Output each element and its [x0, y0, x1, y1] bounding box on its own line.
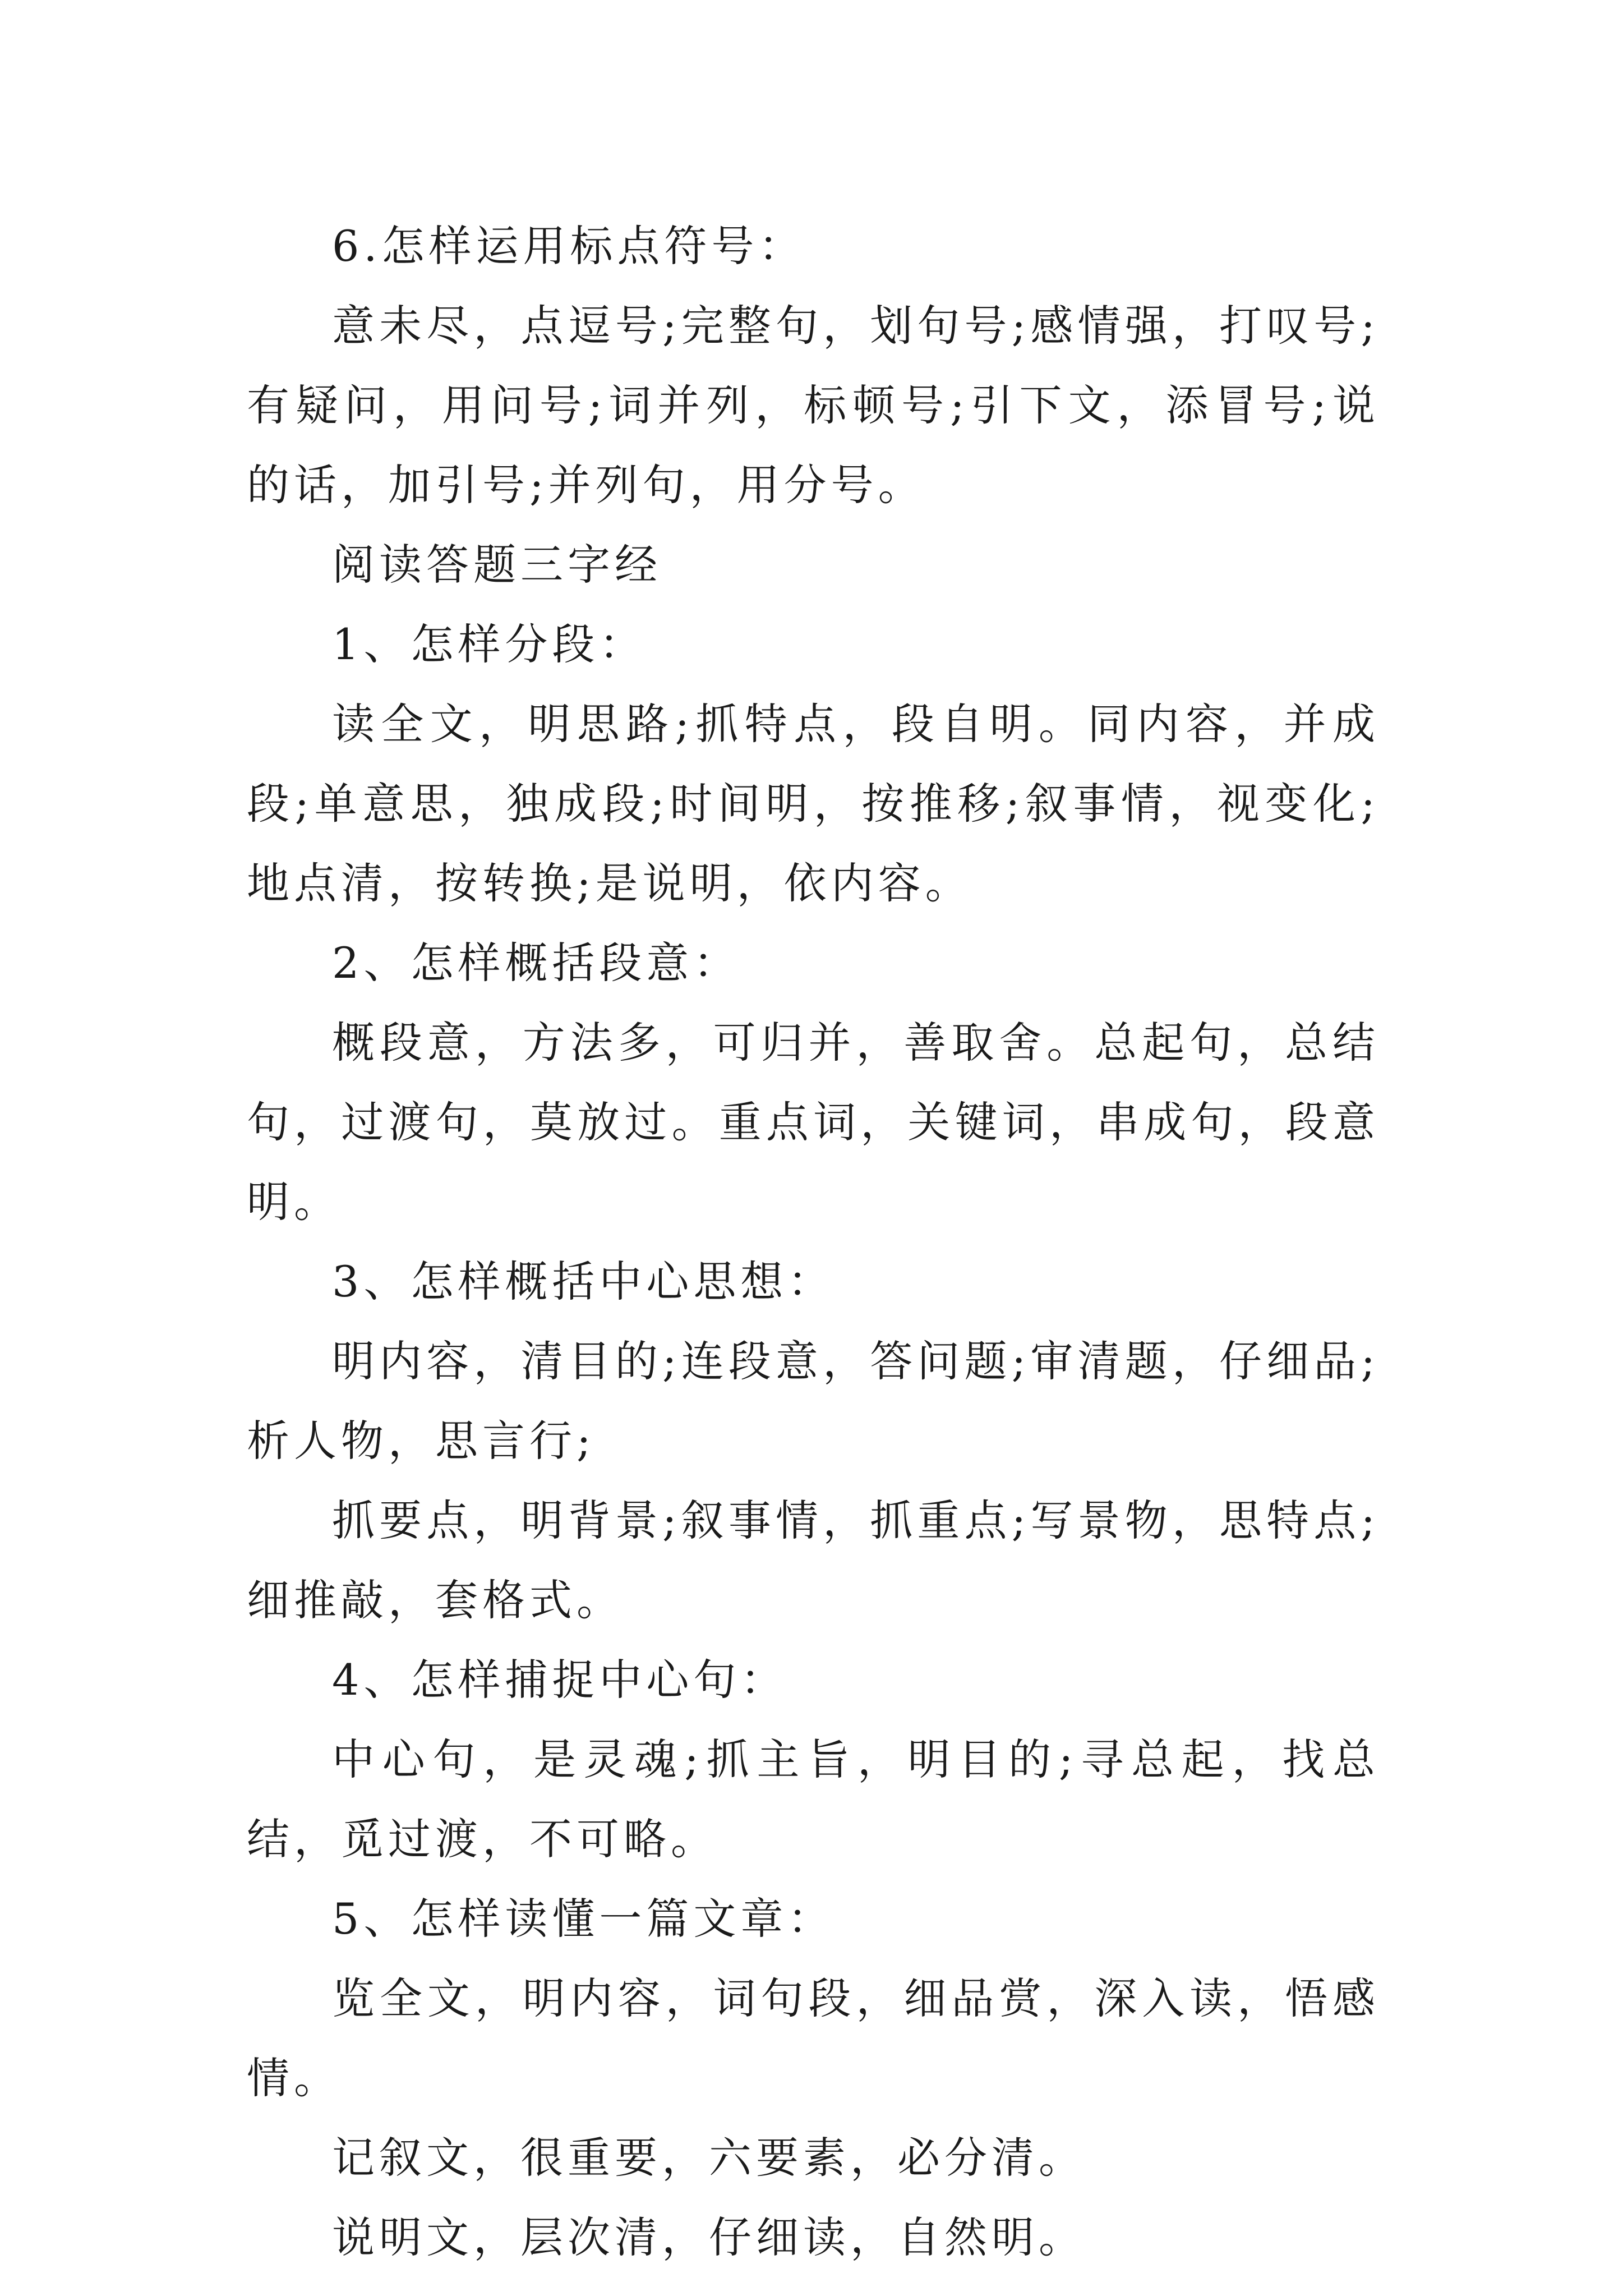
heading-summarize-central-idea: 3、怎样概括中心思想： [332, 1257, 835, 1306]
heading-summarize-paragraph-meaning: 2、怎样概括段意： [332, 938, 741, 988]
document-body [247, 206, 1380, 2277]
paragraph-punctuation-rules: 意未尽，点逗号;完整句，划句号;感情强，打叹号;有疑问，用问号;词并列，标顿号;引下文，添冒号;说的话，加引号;并列句，用分号。 [247, 301, 1380, 510]
paragraph-narrative-rules: 记叙文，很重要，六要素，必分清。 [332, 2133, 1086, 2183]
paragraph-summarize-rules: 概段意，方法多，可归并，善取舍。总起句，总结句，过渡句，莫放过。重点词，关键词，串成句，段意明。 [247, 1018, 1380, 1227]
paragraph-expository-rules: 说明文，层次清，仔细读，自然明。 [332, 2212, 1086, 2262]
heading-how-to-divide-paragraphs: 1、怎样分段： [332, 619, 647, 669]
paragraph-central-idea-rules-2: 抓要点，明背景;叙事情，抓重点;写景物，思特点;细推敲，套格式。 [247, 1496, 1380, 1625]
paragraph-central-idea-rules-1: 明内容，清目的;连段意，答问题;审清题，仔细品;析人物，思言行; [247, 1336, 1380, 1466]
heading-understand-article: 5、怎样读懂一篇文章： [332, 1894, 835, 1944]
heading-capture-central-sentence: 4、怎样捕捉中心句： [332, 1655, 788, 1705]
paragraph-central-sentence-rules: 中心句，是灵魂;抓主旨，明目的;寻总起，找总结，觅过渡，不可略。 [247, 1734, 1380, 1864]
paragraph-divide-rules: 读全文，明思路;抓特点，段自明。同内容，并成段;单意思，独成段;时间明，按推移;叙事情，视变化;地点清，按转换;是说明，依内容。 [247, 699, 1380, 908]
heading-reading-three-character-classic: 阅读答题三字经 [332, 540, 662, 590]
paragraph-understand-rules-1: 览全文，明内容，词句段，细品赏，深入读，悟感情。 [247, 1973, 1380, 2103]
heading-punctuation: 6.怎样运用标点符号： [332, 221, 806, 271]
